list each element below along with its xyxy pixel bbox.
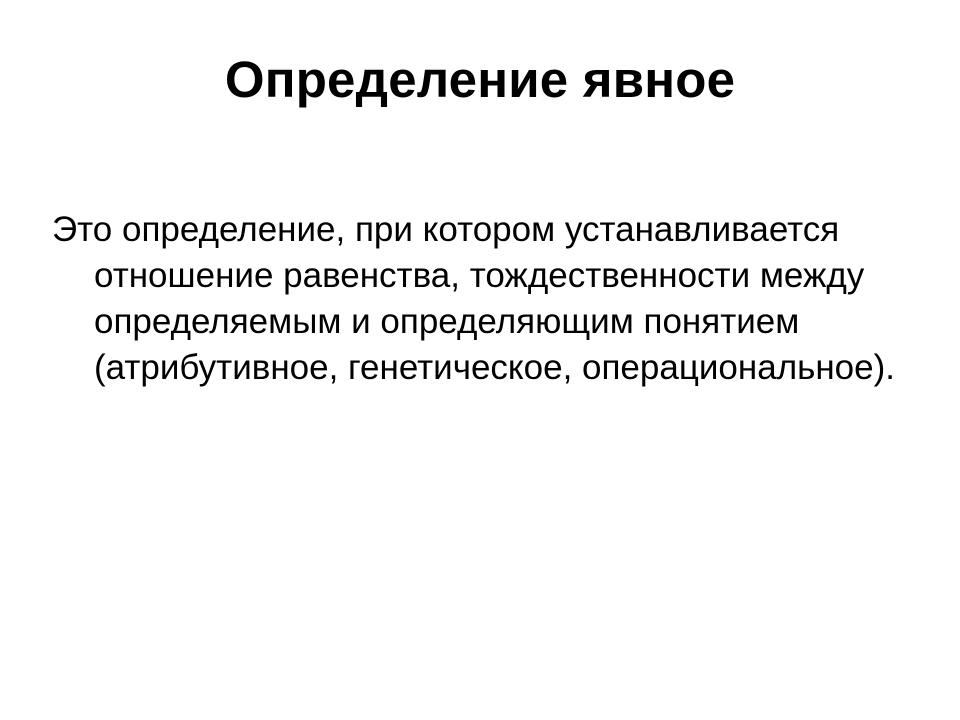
- page-title: Определение явное: [224, 51, 736, 108]
- slide-body: [52, 172, 924, 425]
- body-paragraph: Это определение, при котором устанавливается отношение равенства, тождественности между определяемым и определяющим понятием (атрибутивное, генетическое, операциональное).: [52, 210, 895, 387]
